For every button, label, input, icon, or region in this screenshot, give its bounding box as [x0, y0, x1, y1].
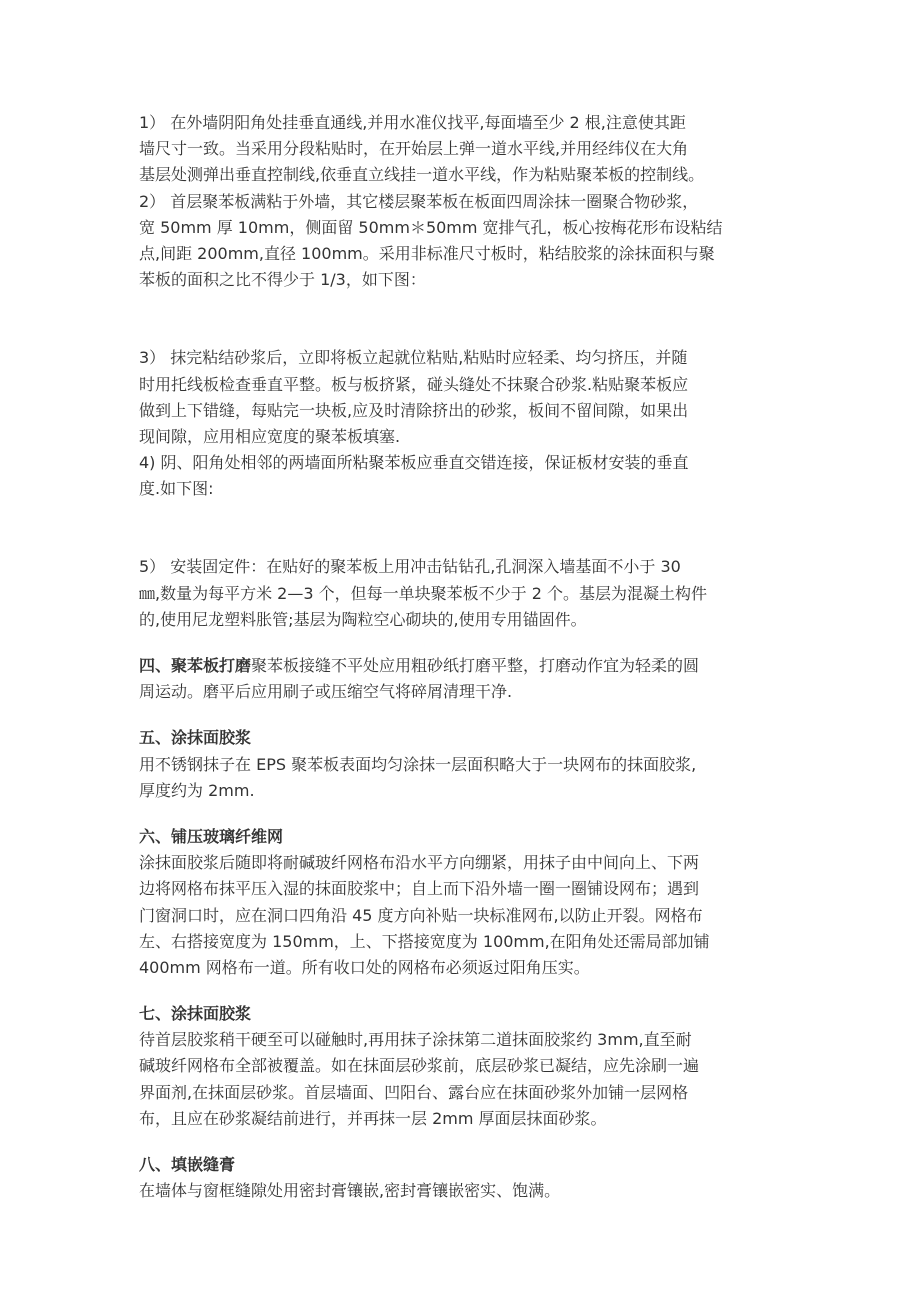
- text-line: 时用托线板检查垂直平整。板与板挤紧，碰头缝处不抹聚合砂浆.粘贴聚苯板应: [139, 374, 689, 394]
- text-line: 厚度约为 2mm.: [139, 780, 255, 800]
- text-line: 在墙体与窗框缝隙处用密封膏镶嵌,密封膏镶嵌密实、饱满。: [139, 1181, 561, 1201]
- text-line: 400mm 网格布一道。所有收口处的网格布必须返过阳角压实。: [139, 957, 590, 977]
- text-line: [139, 653, 784, 679]
- text-line: 宽 50mm 厚 10mm，侧面留 50mm＊50mm 宽排气孔，板心按梅花形布设粘结: [139, 217, 723, 237]
- text-line: 度.如下图:: [139, 479, 214, 499]
- section-heading: 八、填嵌缝膏: [139, 1155, 236, 1174]
- section-mortar-2: [139, 1001, 784, 1132]
- section-heading: 六、铺压玻璃纤维网: [139, 826, 284, 846]
- text-line: 现间隙，应用相应宽度的聚苯板填塞.: [139, 426, 401, 446]
- text-line: 点,间距 200mm,直径 100mm。采用非标准尺寸板时，粘结胶浆的涂抹面积与聚: [139, 243, 715, 263]
- paragraph-step-2: [139, 189, 784, 294]
- section-gap: [139, 1132, 784, 1152]
- text-line: 苯板的面积之比不得少于 1/3，如下图：: [139, 270, 426, 290]
- section-heading: 七、涂抹面胶浆: [139, 1004, 252, 1024]
- section-gap: [139, 633, 784, 653]
- section-gap: [139, 981, 784, 1001]
- figure-placeholder-gap: [139, 293, 784, 345]
- text-line: ㎜,数量为每平方米 2—3 个，但每一单块聚苯板不少于 2 个。基层为混凝土构件: [139, 583, 707, 603]
- section-gap: [139, 804, 784, 824]
- document-body: [139, 110, 784, 1204]
- paragraph-step-4: [139, 450, 784, 502]
- section-text: 聚苯板接缝不平处应用粗砂纸打磨平整，打磨动作宜为轻柔的圆: [251, 656, 700, 675]
- text-line: 基层处测弹出垂直控制线,依垂直立线挂一道水平线，作为粘贴聚苯板的控制线。: [139, 165, 705, 185]
- text-line: 界面剂,在抹面层砂浆。首层墙面、凹阳台、露台应在抹面砂浆外加铺一层网格: [139, 1082, 689, 1102]
- text-line: 墙尺寸一致。当采用分段粘贴时，在开始层上弹一道水平线,并用经纬仪在大角: [139, 139, 689, 159]
- text-line: 5） 安装固定件：在贴好的聚苯板上用冲击钻钻孔,孔洞深入墙基面不小于 30: [139, 557, 681, 577]
- section-heading: 四、聚苯板打磨: [139, 656, 252, 675]
- figure-placeholder-gap: [139, 502, 784, 554]
- text-line: 周运动。磨平后应用刷子或压缩空气将碎屑清理干净.: [139, 682, 513, 702]
- section-heading: 五、涂抹面胶浆: [139, 728, 252, 748]
- text-line: 碱玻纤网格布全部被覆盖。如在抹面层砂浆前，底层砂浆已凝结，应先涂刷一遍: [139, 1056, 700, 1076]
- paragraph-step-5: [139, 554, 784, 633]
- text-line: 门窗洞口时，应在洞口四角沿 45 度方向补贴一块标准网布,以防止开裂。网格布: [139, 905, 703, 925]
- text-line: 布，且应在砂浆凝结前进行，并再抹一层 2mm 厚面层抹面砂浆。: [139, 1108, 607, 1128]
- section-sanding: [139, 653, 784, 705]
- paragraph-step-1: [139, 110, 784, 189]
- text-line: 2） 首层聚苯板满粘于外墙，其它楼层聚苯板在板面四周涂抹一圈聚合物砂浆，: [139, 191, 699, 211]
- text-line: 1） 在外墙阴阳角处挂垂直通线,并用水准仪找平,每面墙至少 2 根,注意使其距: [139, 113, 686, 132]
- text-line: 边将网格布抹平压入湿的抹面胶浆中；自上而下沿外墙一圈一圈铺设网布；遇到: [139, 879, 700, 899]
- text-line: 4) 阴、阳角处相邻的两墙面所粘聚苯板应垂直交错连接，保证板材安装的垂直: [139, 453, 689, 473]
- text-line: 待首层胶浆稍干硬至可以碰触时,再用抹子涂抹第二道抹面胶浆约 3mm,直至耐: [139, 1030, 692, 1050]
- text-line: 做到上下错缝，每贴完一块板,应及时清除挤出的砂浆，板间不留间隙，如果出: [139, 400, 689, 420]
- text-line: 的,使用尼龙塑料胀管;基层为陶粒空心砌块的,使用专用锚固件。: [139, 609, 587, 629]
- text-line: 涂抹面胶浆后随即将耐碱玻纤网格布沿水平方向绷紧，用抹子由中间向上、下两: [139, 853, 700, 873]
- text-line: 左、右搭接宽度为 150mm，上、下搭接宽度为 100mm,在阳角处还需局部加铺: [139, 931, 710, 951]
- text-line: 3） 抹完粘结砂浆后，立即将板立起就位粘贴,粘贴时应轻柔、均匀挤压，并随: [139, 348, 688, 368]
- section-mesh: [139, 824, 784, 981]
- section-gap: [139, 705, 784, 725]
- paragraph-step-3: [139, 345, 784, 450]
- section-mortar-1: [139, 725, 784, 804]
- section-sealant: [139, 1152, 784, 1204]
- text-line: 用不锈钢抹子在 EPS 聚苯板表面均匀涂抹一层面积略大于一块网布的抹面胶浆,: [139, 754, 697, 774]
